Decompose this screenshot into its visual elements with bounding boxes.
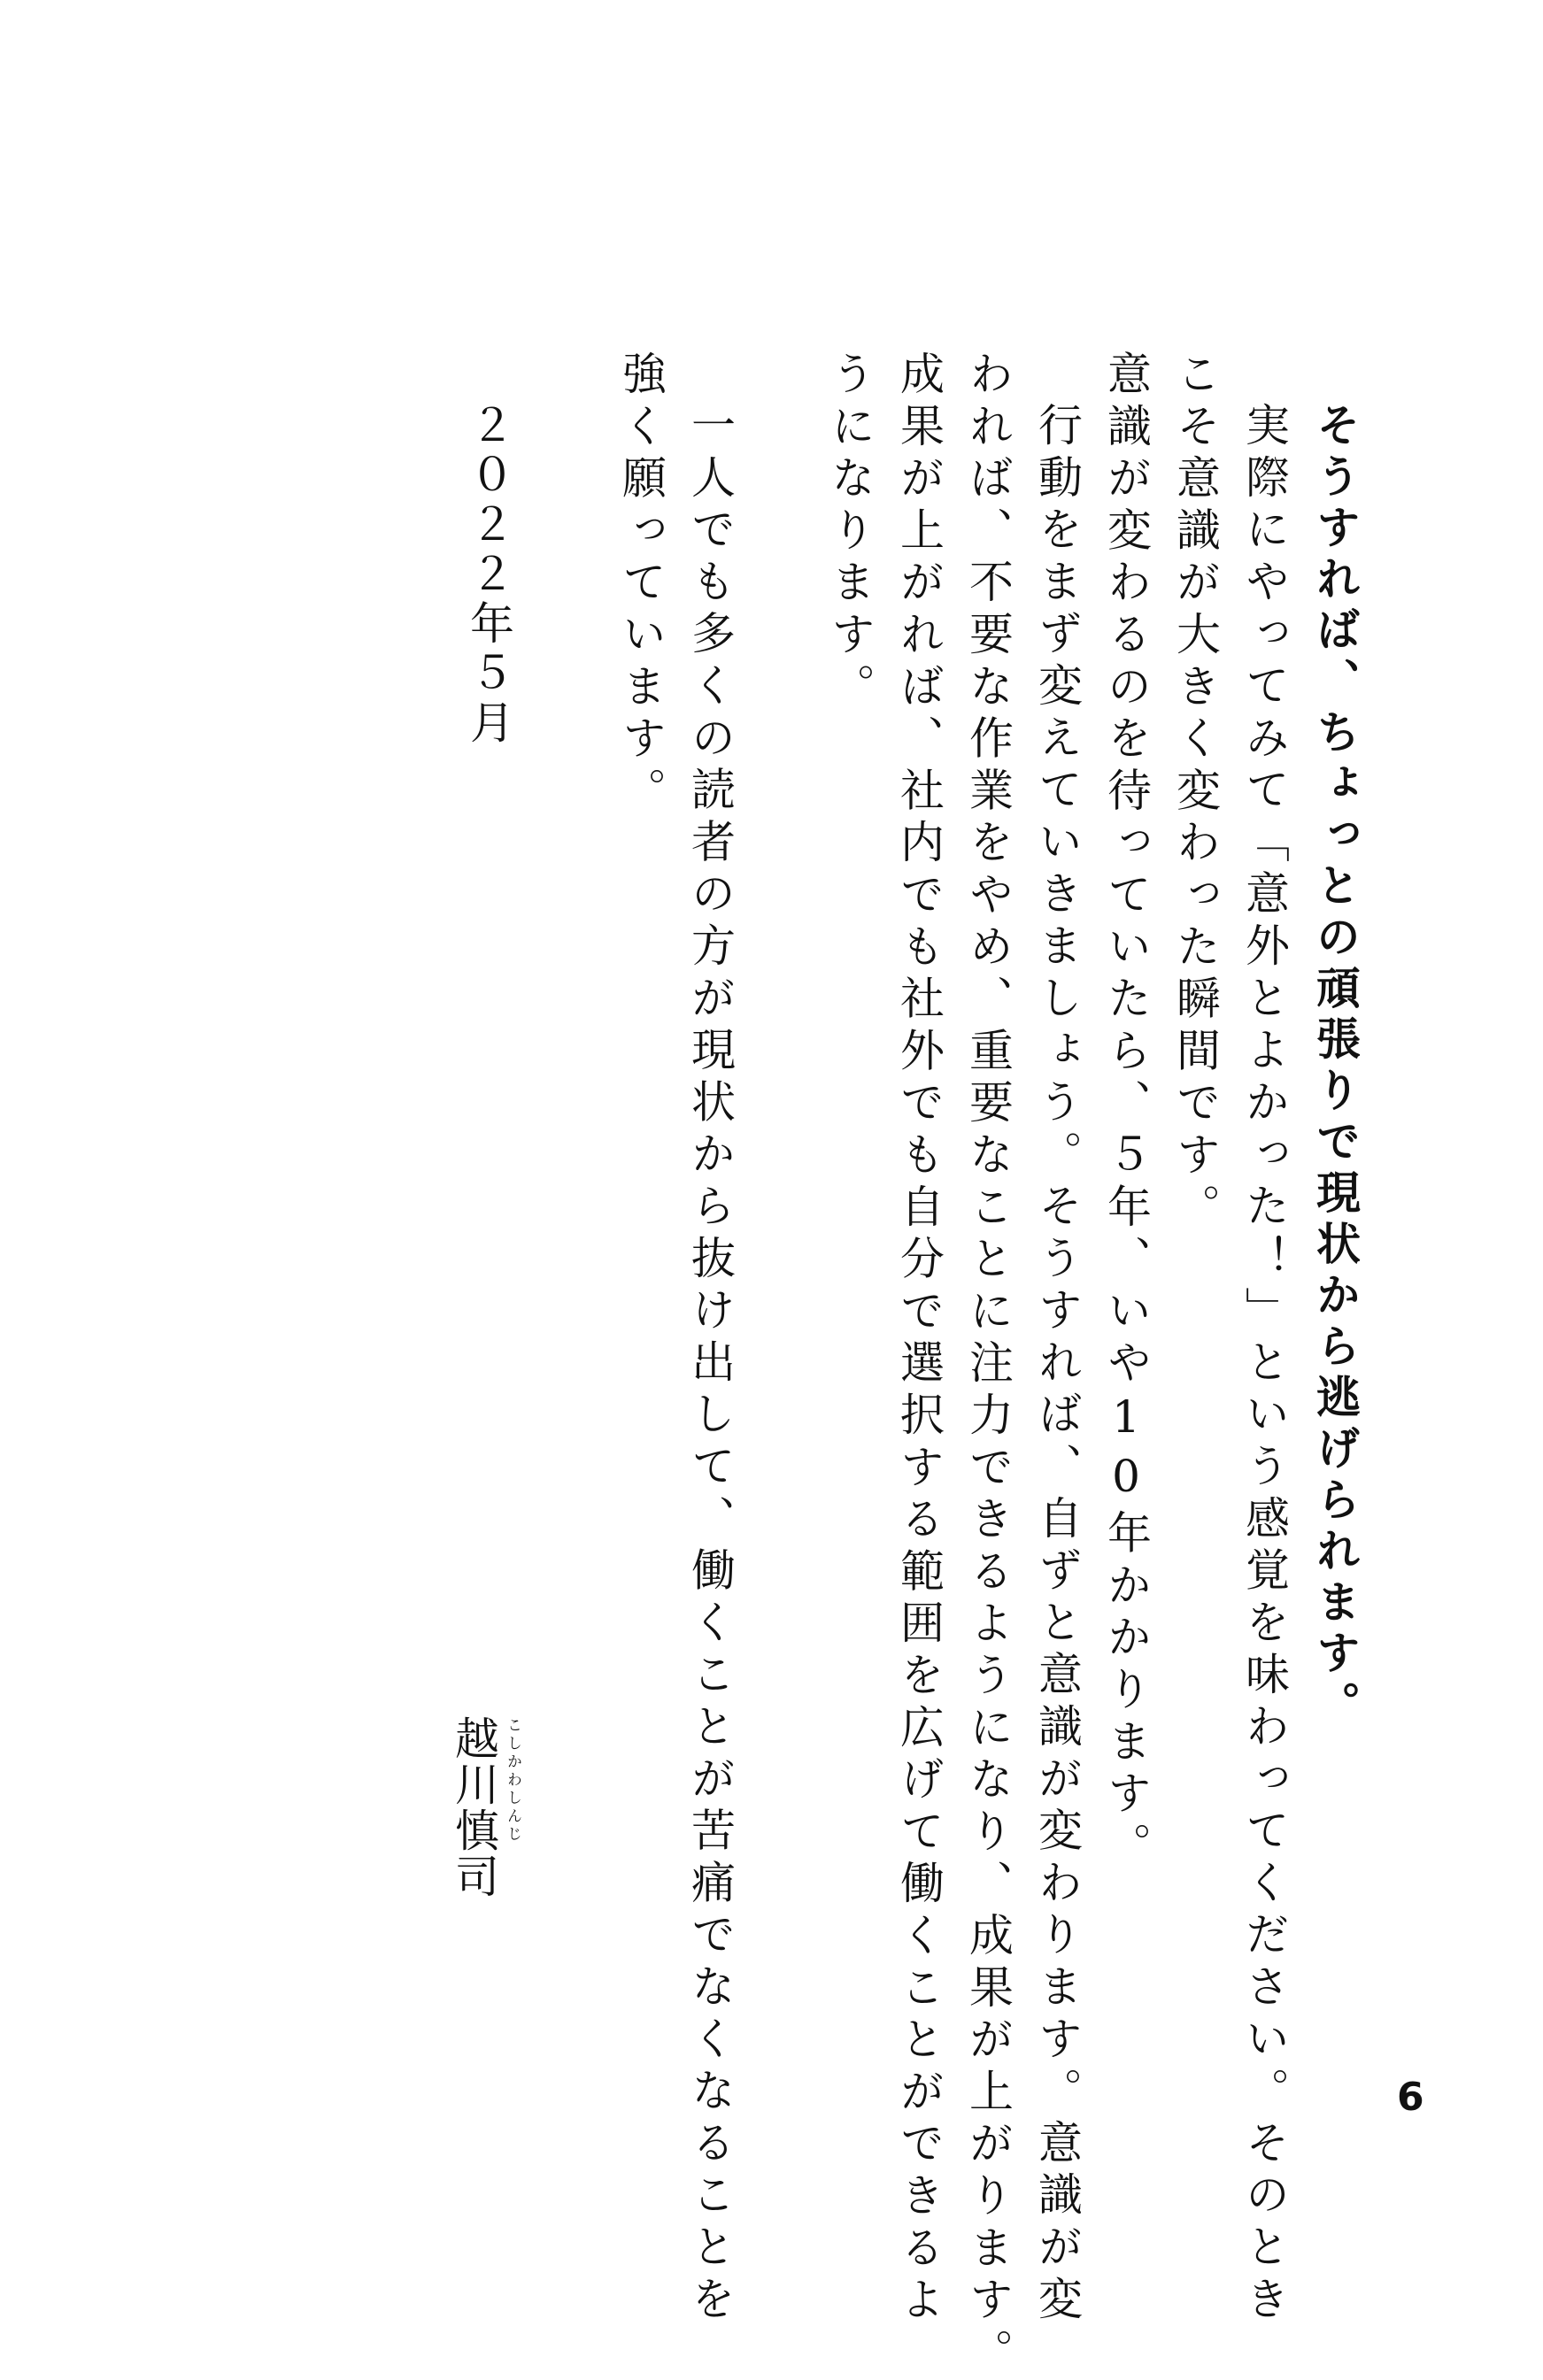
author-signature — [447, 1715, 544, 1901]
paragraph-4-line-1: 一人でも多くの読者の方が現状から抜け出して、働くことが苦痛でなくなることを — [684, 402, 736, 2328]
heading: そうすれば、ちょっとの頑張りで現状から逃げられます。 — [1309, 402, 1361, 1732]
author-name: 越川慎司 — [448, 1715, 499, 1899]
paragraph-1-line-1: 実際にやってみて「意外とよかった！」という感覚を味わってください。そのとき — [1238, 402, 1290, 2328]
paragraph-4-line-2: 強く願っています。 — [615, 350, 667, 820]
page-number: 6 — [1397, 2075, 1424, 2120]
paragraph-3-line-3: 成果が上がれば、社内でも社外でも自分で選択する範囲を広げて働くことができるよ — [893, 350, 945, 2329]
paragraph-3-line-2: われば、不要な作業をやめ、重要なことに注力できるようになり、成果が上がります。 — [962, 350, 1014, 2380]
author-ruby: こしかわしんじ — [504, 1717, 521, 1845]
paragraph-3-line-1: 行動をまず変えていきましょう。そうすれば、自ずと意識が変わります。意識が変 — [1031, 402, 1083, 2328]
paragraph-2-line-1: 意識が変わるのを待っていたら、５年、いや10年かかります。 — [1100, 350, 1152, 1875]
date: ２０２２年５月 — [463, 402, 514, 749]
paragraph-3-line-4: うになります。 — [824, 350, 876, 715]
paragraph-1-line-2: こそ意識が大きく変わった瞬間です。 — [1169, 350, 1221, 1236]
